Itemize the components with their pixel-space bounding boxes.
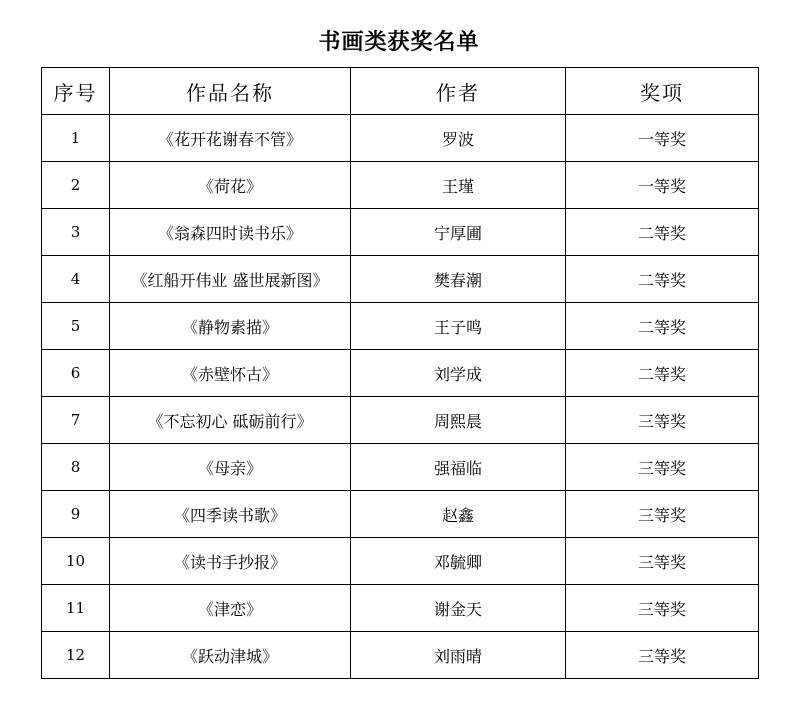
cell-index: 8	[42, 444, 110, 491]
cell-work: 《赤壁怀古》	[110, 350, 351, 397]
table-row	[42, 162, 759, 209]
table-row	[42, 303, 759, 350]
cell-index: 9	[42, 491, 110, 538]
cell-index: 3	[42, 209, 110, 256]
table-row	[42, 444, 759, 491]
cell-author: 宁厚圃	[351, 209, 566, 256]
cell-index: 2	[42, 162, 110, 209]
cell-award: 二等奖	[566, 256, 759, 303]
table-row	[42, 397, 759, 444]
column-header-award: 奖项	[566, 68, 759, 115]
cell-work: 《母亲》	[110, 444, 351, 491]
table-row	[42, 632, 759, 679]
column-header-index: 序号	[42, 68, 110, 115]
cell-work: 《不忘初心 砥砺前行》	[110, 397, 351, 444]
table-row	[42, 209, 759, 256]
table-row	[42, 491, 759, 538]
cell-award: 二等奖	[566, 350, 759, 397]
cell-author: 周熙晨	[351, 397, 566, 444]
cell-work: 《读书手抄报》	[110, 538, 351, 585]
cell-index: 5	[42, 303, 110, 350]
cell-award: 三等奖	[566, 444, 759, 491]
table-header-row	[42, 68, 759, 115]
cell-author: 刘雨晴	[351, 632, 566, 679]
table-row	[42, 585, 759, 632]
cell-award: 二等奖	[566, 209, 759, 256]
cell-work: 《红船开伟业 盛世展新图》	[110, 256, 351, 303]
cell-author: 赵鑫	[351, 491, 566, 538]
cell-index: 4	[42, 256, 110, 303]
column-header-author: 作者	[351, 68, 566, 115]
cell-author: 邓毓卿	[351, 538, 566, 585]
cell-work: 《津恋》	[110, 585, 351, 632]
cell-work: 《花开花谢春不管》	[110, 115, 351, 162]
cell-author: 刘学成	[351, 350, 566, 397]
cell-author: 王子鸣	[351, 303, 566, 350]
cell-index: 6	[42, 350, 110, 397]
column-header-work: 作品名称	[110, 68, 351, 115]
cell-author: 樊春潮	[351, 256, 566, 303]
cell-award: 三等奖	[566, 491, 759, 538]
table-row	[42, 538, 759, 585]
cell-author: 谢金天	[351, 585, 566, 632]
cell-work: 《四季读书歌》	[110, 491, 351, 538]
cell-work: 《翁森四时读书乐》	[110, 209, 351, 256]
cell-award: 一等奖	[566, 162, 759, 209]
cell-index: 12	[42, 632, 110, 679]
table-row	[42, 256, 759, 303]
cell-work: 《荷花》	[110, 162, 351, 209]
cell-index: 10	[42, 538, 110, 585]
cell-award: 三等奖	[566, 632, 759, 679]
page-title: 书画类获奖名单	[318, 29, 480, 55]
cell-index: 11	[42, 585, 110, 632]
cell-award: 一等奖	[566, 115, 759, 162]
cell-author: 王瑾	[351, 162, 566, 209]
cell-award: 三等奖	[566, 538, 759, 585]
cell-award: 三等奖	[566, 585, 759, 632]
cell-award: 三等奖	[566, 397, 759, 444]
award-table	[41, 67, 759, 679]
cell-author: 罗波	[351, 115, 566, 162]
cell-index: 1	[42, 115, 110, 162]
cell-work: 《跃动津城》	[110, 632, 351, 679]
cell-work: 《静物素描》	[110, 303, 351, 350]
cell-author: 强福临	[351, 444, 566, 491]
table-row	[42, 115, 759, 162]
cell-award: 二等奖	[566, 303, 759, 350]
cell-index: 7	[42, 397, 110, 444]
table-row	[42, 350, 759, 397]
